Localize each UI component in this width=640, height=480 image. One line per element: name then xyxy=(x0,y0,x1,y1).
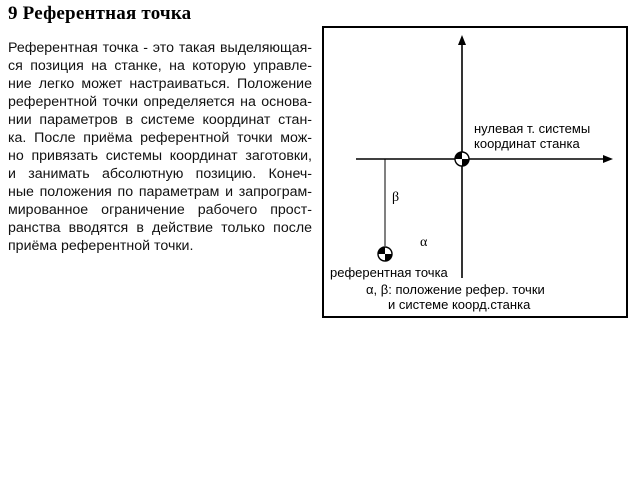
paragraph-line: референтной точки определяется на основа- xyxy=(8,94,312,110)
paragraph-line: мированное ограничение рабочего прост- xyxy=(8,202,312,218)
paragraph-line: приёма референтной точки. xyxy=(8,238,194,254)
legend-line-1: α, β: положение рефер. точки xyxy=(366,282,545,297)
paragraph-line: ранства вводятся в действие только после xyxy=(8,220,312,236)
paragraph-line: ся позиция на станке, на которую управле- xyxy=(8,58,312,74)
body-paragraph xyxy=(8,39,312,255)
zero-point-label-line-2: координат станка xyxy=(474,136,580,151)
machine-zero-point-icon xyxy=(455,152,469,166)
paragraph-line: Референтная точка - это такая выделяющая- xyxy=(8,40,312,56)
beta-label: β xyxy=(392,190,400,205)
paragraph-line: ные положения по параметрам и запрограм- xyxy=(8,184,312,200)
reference-point-icon xyxy=(378,247,392,261)
reference-point-label: референтная точка xyxy=(330,265,448,280)
page-title: 9 Референтная точка xyxy=(8,3,192,24)
paragraph-line: ние легко может настраиваться. Положение xyxy=(8,76,312,92)
paragraph-line: и занимать абсолютную позицию. Конеч- xyxy=(8,166,312,182)
paragraph-line: нии параметров в системе координат стан- xyxy=(8,112,312,128)
coordinate-diagram xyxy=(322,26,628,318)
zero-point-label-line-1: нулевая т. системы xyxy=(474,121,591,136)
alpha-label: α xyxy=(420,235,428,250)
paragraph-line: ка. После приёма референтной точки мож- xyxy=(8,130,312,146)
paragraph-line: но привязать системы координат заготовки, xyxy=(8,148,312,164)
legend-line-2: и системе коорд.станка xyxy=(388,297,531,312)
